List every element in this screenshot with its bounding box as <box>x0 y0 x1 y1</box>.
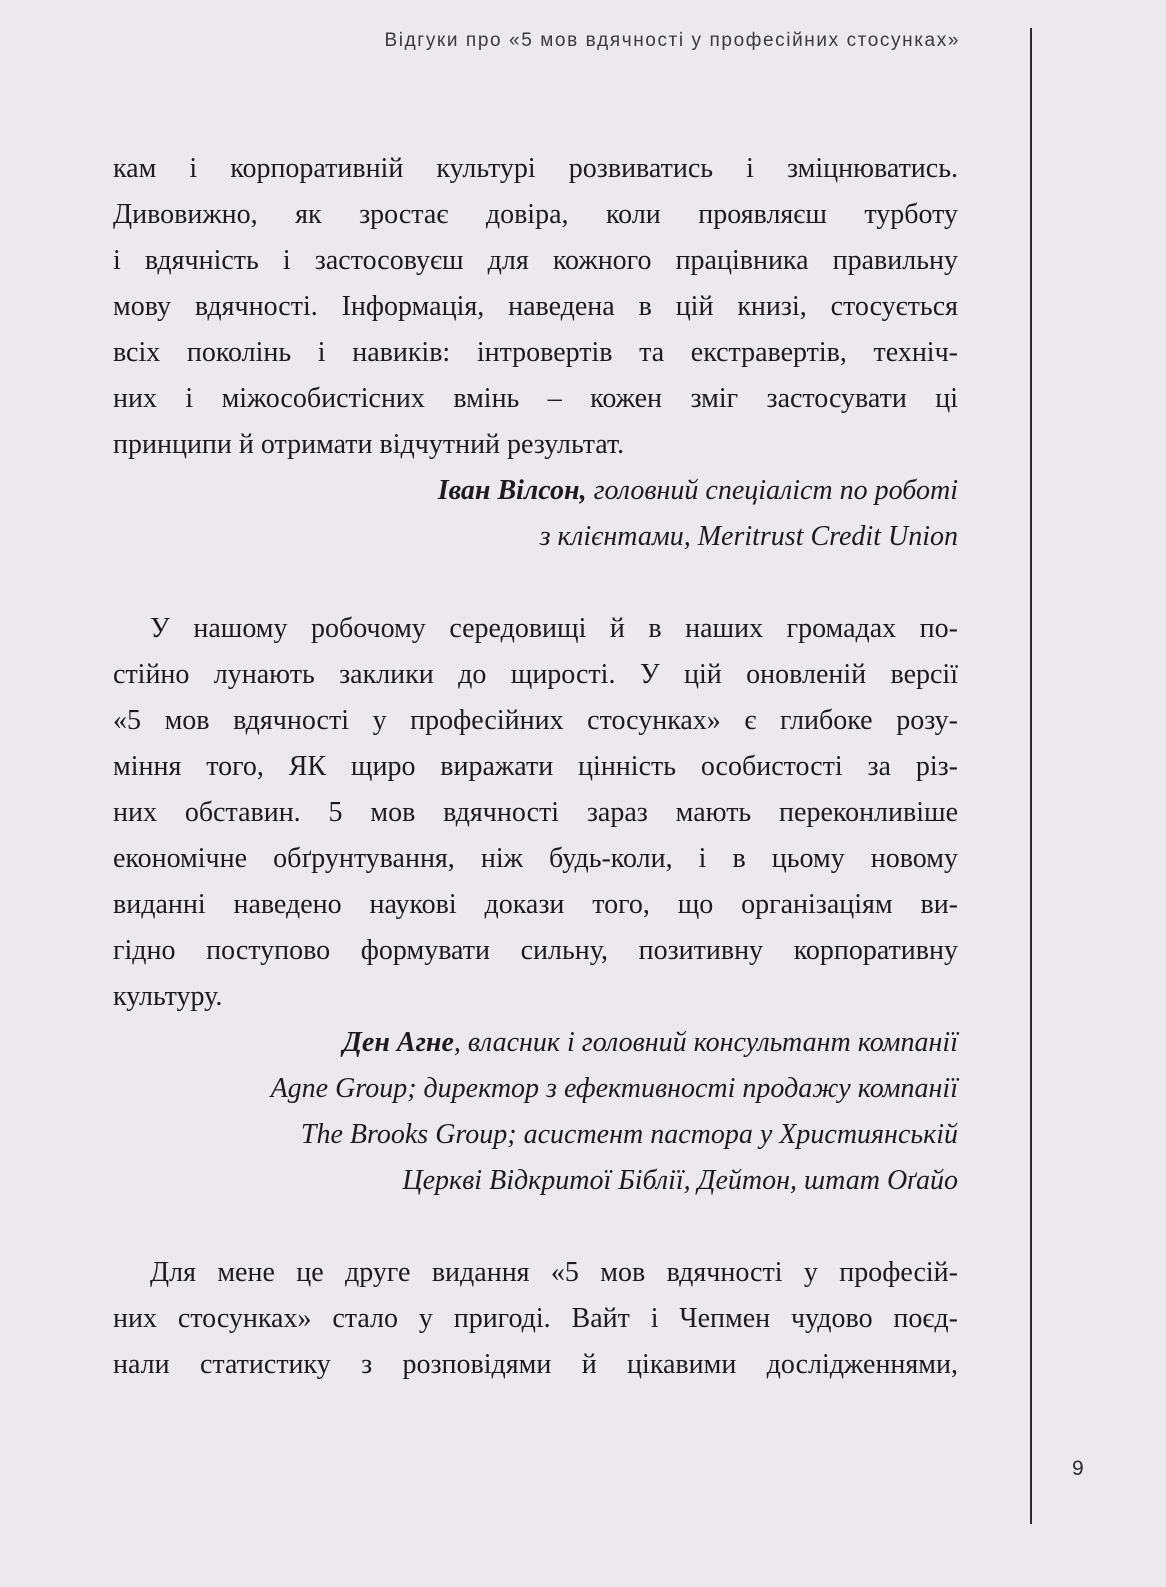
testimonial-wilson-text <box>113 146 958 468</box>
attribution-name: Іван Вілсон, <box>437 475 587 506</box>
text-line: них і міжособистісних вмінь – кожен зміг застосувати ці <box>113 383 958 414</box>
text-line: «5 мов вдячності у професійних стосунках» є глибоке розу- <box>113 705 958 736</box>
text-line: всіх поколінь і навиків: інтровертів та екстравертів, техніч- <box>113 337 958 368</box>
text-line: виданні наведено наукові докази того, що організаціям ви- <box>113 889 958 920</box>
text-line: У нашому робочому середовищі й в наших громадах по- <box>150 613 958 644</box>
text-line: культуру. <box>113 981 223 1012</box>
attribution-role: , власник і головний консультант компанії <box>453 1027 958 1058</box>
text-line: і вдячність і застосовуєш для кожного працівника правильну <box>113 245 958 276</box>
attribution-wilson <box>113 468 958 560</box>
page-number: 9 <box>1072 1457 1084 1480</box>
text-line: мову вдячності. Інформація, наведена в цій книзі, стосується <box>113 291 958 322</box>
text-line: нали статистику з розповідями й цікавими дослідженнями, <box>113 1349 958 1380</box>
text-line: економічне обґрунтування, ніж будь-коли, і в цьому новому <box>113 843 958 874</box>
text-line: принципи й отримати відчутний результат. <box>113 429 625 460</box>
attribution-line: з клієнтами, Meritrust Credit Union <box>539 521 958 552</box>
page-content <box>113 146 958 1388</box>
attribution-line: The Brooks Group; асистент пастора у Християнській <box>300 1119 958 1150</box>
text-line: них стосунках» стало у пригоді. Вайт і Чепмен чудово поєд- <box>113 1303 958 1334</box>
running-head: Відгуки про «5 мов вдячності у професійних стосунках» <box>384 30 960 51</box>
text-line: гідно поступово формувати сильну, позитивну корпоративну <box>113 935 958 966</box>
text-line: Дивовижно, як зростає довіра, коли проявляєш турботу <box>113 199 958 230</box>
attribution-agne <box>113 1020 958 1204</box>
text-line: кам і корпоративній культурі розвиватись і зміцнюватись. <box>113 153 958 184</box>
text-line: стійно лунають заклики до щирості. У цій оновленій версії <box>113 659 958 690</box>
text-line: них обставин. 5 мов вдячності зараз мають переконливіше <box>113 797 958 828</box>
attribution-role: головний спеціаліст по роботі <box>586 475 958 506</box>
attribution-line: Agne Group; директор з ефективності продажу компанії <box>270 1073 958 1104</box>
text-line: міння того, ЯК щиро виражати цінність особистості за різ- <box>113 751 958 782</box>
vertical-rule <box>1030 28 1032 1524</box>
attribution-line: Церкві Відкритої Біблії, Дейтон, штат Оґайо <box>402 1165 958 1196</box>
attribution-name: Ден Агне <box>342 1027 454 1058</box>
testimonial-agne-text <box>113 606 958 1020</box>
text-line: Для мене це друге видання «5 мов вдячності у професій- <box>150 1257 958 1288</box>
testimonial-next-text <box>113 1250 958 1388</box>
